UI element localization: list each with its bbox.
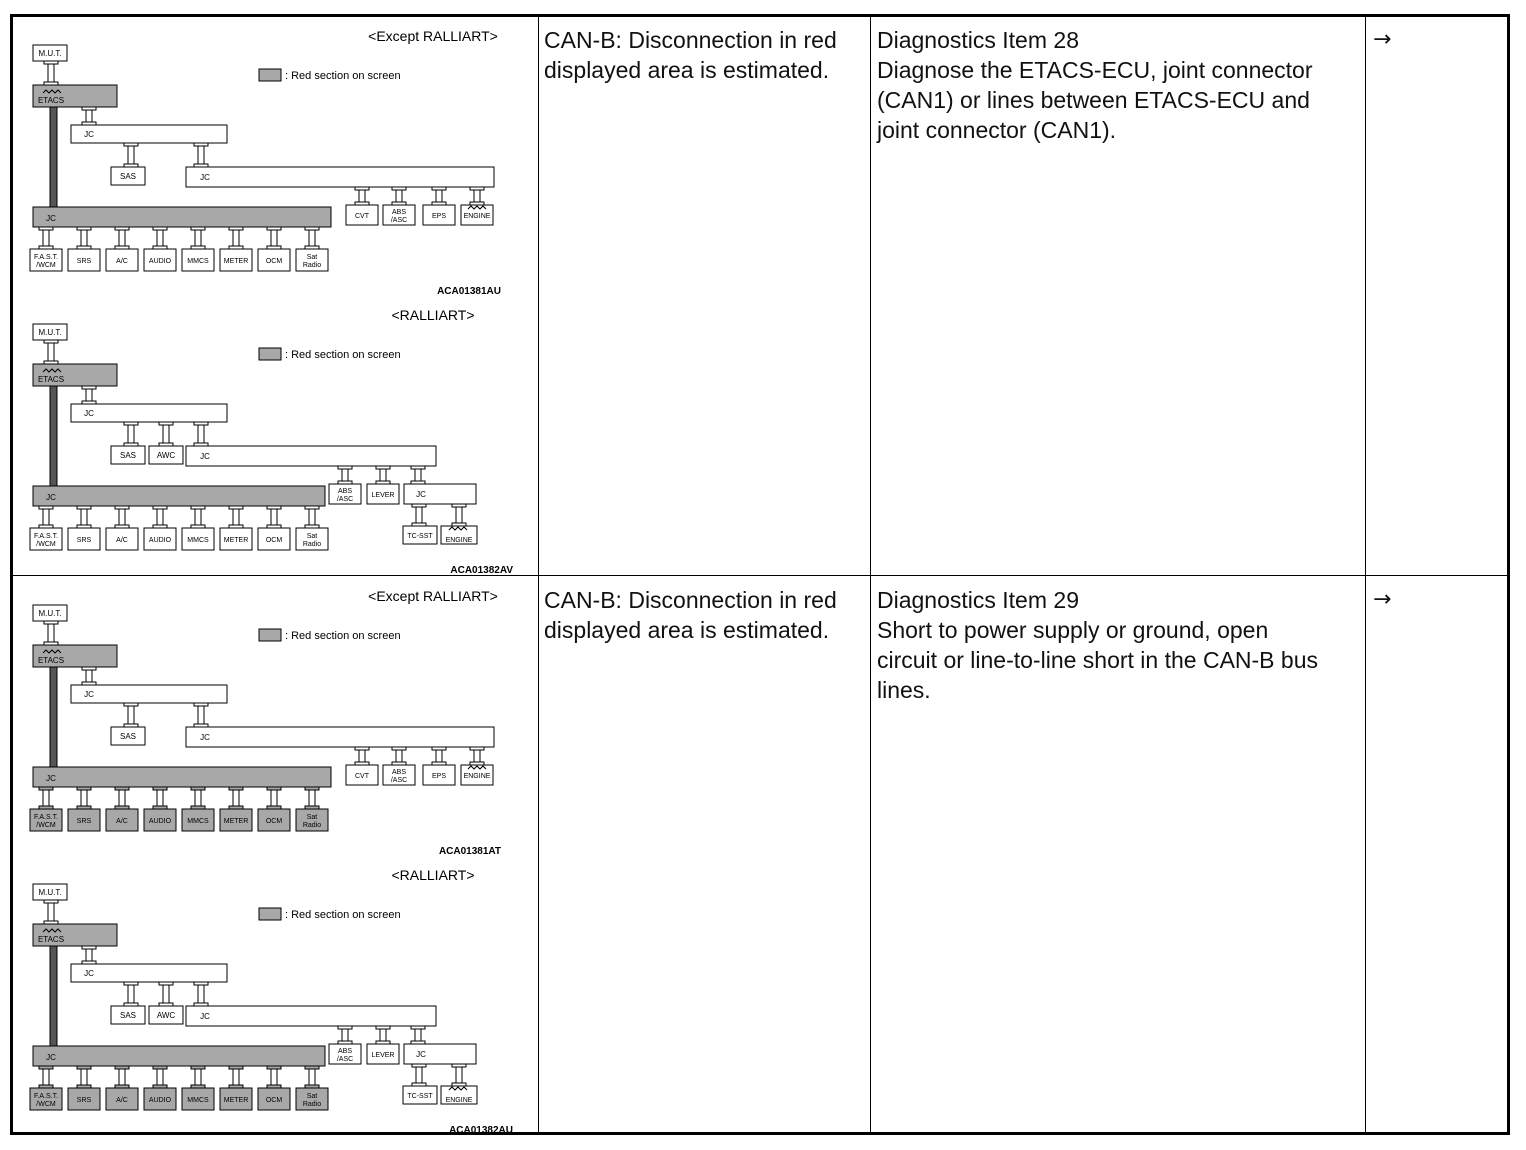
bottom-ecu-box-label: OCM [265,1097,283,1104]
connector-stub [470,187,484,190]
connector-stub [191,1066,205,1069]
bottom-ecu-box-label: Radio [302,262,322,269]
sas-box-label: SAS [119,451,137,460]
jc-box [186,167,494,187]
bottom-ecu-box-label: F.A.S.T. [33,1093,59,1100]
ecu-box-label: ABS [391,209,407,216]
connector-stub [376,1026,390,1029]
symptom-cell-row-2 [544,585,837,645]
bottom-ecu-box-label: SRS [76,1097,92,1104]
etacs-label: ETACS [37,375,65,384]
sas-box-label: SAS [119,1011,137,1020]
connector-stub [153,1066,167,1069]
ecu-box-label: CVT [355,773,369,780]
legend-swatch [259,69,281,81]
ecu-box-label: ENGINE [463,773,491,780]
variant-label: <RALLIART> [391,867,475,883]
bottom-ecu-box-label: Sat [306,533,318,540]
connector-stub [44,621,58,624]
bottom-ecu-box-label: Sat [306,254,318,261]
right-arrow-icon[interactable]: → [1373,587,1392,612]
bottom-ecu-box-label: /WCM [36,1101,56,1108]
connector-stub [267,787,281,790]
bottom-ecu-box-label: SRS [76,258,92,265]
jc-box-label: JC [46,493,56,502]
jc-box [186,727,494,747]
connector-stub [44,340,58,343]
connector-stub [39,506,53,509]
figure-code: ACA01382AV [450,565,513,576]
connector-stub [77,1066,91,1069]
connector-stub [115,227,129,230]
connector-stub [432,747,446,750]
jc-box [33,207,331,227]
connector-stub [355,747,369,750]
connector-stub [44,61,58,64]
bottom-ecu-box-label: /WCM [36,262,56,269]
jc-box [33,1046,325,1066]
mut-box-label: M.U.T. [38,609,62,618]
bottom-ecu-box-label: MMCS [187,258,209,265]
jc-box-label: JC [200,173,210,182]
connector-stub [82,667,96,670]
bottom-ecu-box-label: A/C [116,258,128,265]
connector-stub [229,1066,243,1069]
variant-label: <Except RALLIART> [368,28,498,44]
connector-stub [153,506,167,509]
connector-stub [411,466,425,469]
diagnostics-text: Diagnose the ETACS-ECU, joint connector [877,57,1313,83]
right-arrow-icon[interactable]: → [1373,27,1392,52]
connector-stub [39,227,53,230]
connector-stub [338,466,352,469]
connector-stub [153,787,167,790]
connector-stub [267,1066,281,1069]
bottom-ecu-box-label: METER [223,1097,249,1104]
bottom-ecu-box-label: /WCM [36,822,56,829]
ecu-box-label: CVT [355,213,369,220]
legend-swatch [259,348,281,360]
bottom-ecu-box-label: Sat [306,814,318,821]
can-network-diagram [21,302,521,582]
connector-stub [159,982,173,985]
abs-box-label: ABS [337,488,353,495]
bottom-ecu-box-label: METER [223,258,249,265]
connector-stub [267,227,281,230]
connector-stub [452,1064,466,1067]
diagnosis-cell-row-1 [877,25,1313,145]
jc-box-label: JC [46,774,56,783]
figure-code: ACA01381AU [437,286,501,297]
connector-stub [376,466,390,469]
figure-code: ACA01381AT [438,846,501,857]
lever-box-label: LEVER [371,1052,395,1059]
connector-stub [338,1026,352,1029]
connector-stub [191,227,205,230]
connector-stub [159,422,173,425]
jc-box-label: JC [416,1050,426,1059]
abs-box-label: /ASC [336,1056,354,1063]
connector-stub [115,1066,129,1069]
diagnostics-item-title: Diagnostics Item 29 [877,587,1079,613]
diagnostics-text: Short to power supply or ground, open [877,617,1269,643]
connector-stub [77,787,91,790]
connector-stub [124,703,138,706]
bottom-ecu-box-label: Radio [302,541,322,548]
bottom-ecu-box-label: AUDIO [148,1097,172,1104]
figure-code: ACA01382AU [449,1125,513,1136]
connector-stub [229,506,243,509]
jc-box-label: JC [200,452,210,461]
symptom-cell-row-1 [544,25,837,85]
awc-box-label: AWC [156,1011,176,1020]
connector-stub [305,506,319,509]
bottom-ecu-box-label: Radio [302,822,322,829]
connector-stub [194,703,208,706]
bottom-ecu-box-label: METER [223,818,249,825]
mut-box-label: M.U.T. [38,888,62,897]
connector-stub [267,506,281,509]
bottom-ecu-box-label: OCM [265,818,283,825]
bottom-ecu-box-label: SRS [76,818,92,825]
connector-stub [82,386,96,389]
connector-stub [305,1066,319,1069]
diagnostics-text: (CAN1) or lines between ETACS-ECU and [877,87,1310,113]
connector-stub [452,504,466,507]
connector-stub [124,143,138,146]
connector-stub [82,946,96,949]
bottom-ecu-box-label: /WCM [36,541,56,548]
mut-box-label: M.U.T. [38,49,62,58]
ecu-box-label: ENGINE [463,213,491,220]
jc-box-label: JC [200,733,210,742]
legend-text: : Red section on screen [285,630,401,642]
bottom-ecu-box-label: MMCS [187,818,209,825]
diagnostics-text: joint connector (CAN1). [877,117,1117,143]
connector-stub [153,227,167,230]
jc-box [186,1006,436,1026]
jc-box [33,767,331,787]
jc-box-label: JC [46,1053,56,1062]
connector-stub [229,227,243,230]
awc-box-label: AWC [156,451,176,460]
connector-stub [77,506,91,509]
diagnosis-cell-row-2 [877,585,1318,705]
jc-box-label: JC [416,490,426,499]
connector-stub [412,1064,426,1067]
can-network-diagram [21,583,521,863]
connector-stub [194,422,208,425]
jc-box [71,125,227,143]
etacs-label: ETACS [37,656,65,665]
jc-box-label: JC [84,409,94,418]
variant-label: <RALLIART> [391,307,475,323]
connector-stub [412,504,426,507]
symptom-text: CAN-B: Disconnection in red [544,27,837,53]
ecu-box-label: EPS [431,213,447,220]
connector-stub [229,787,243,790]
connector-stub [191,506,205,509]
jc-box [186,446,436,466]
connector-stub [82,107,96,110]
abs-box-label: ABS [337,1048,353,1055]
bottom-ecu-box-label: Sat [306,1093,318,1100]
connector-stub [411,1026,425,1029]
bottom-ecu-box-label: AUDIO [148,818,172,825]
jc-box-label: JC [46,214,56,223]
bottom-ecu-box-label: OCM [265,258,283,265]
diagnostics-item-title: Diagnostics Item 28 [877,27,1079,53]
connector-stub [392,747,406,750]
legend-swatch [259,908,281,920]
bottom-ecu-box-label: A/C [116,1097,128,1104]
connector-stub [355,187,369,190]
sas-box-label: SAS [119,732,137,741]
connector-stub [115,506,129,509]
connector-stub [77,227,91,230]
etacs-label: ETACS [37,96,65,105]
symptom-text: CAN-B: Disconnection in red [544,587,837,613]
bottom-ecu-box-label: OCM [265,537,283,544]
engine-box-label: ENGINE [445,537,473,544]
symptom-text: displayed area is estimated. [544,57,830,83]
tcsst-box-label: TC-SST [407,533,433,540]
diagnostics-table [10,14,1510,1135]
engine-box-label: ENGINE [445,1097,473,1104]
sas-box-label: SAS [119,172,137,181]
jc-box-label: JC [84,130,94,139]
can-network-diagram [21,23,521,303]
jc-box [33,486,325,506]
connector-stub [39,1066,53,1069]
diagnostics-text: circuit or line-to-line short in the CAN-B bus [877,647,1318,673]
tcsst-box-label: TC-SST [407,1093,433,1100]
ecu-box-label: /ASC [390,217,408,224]
jc-box-label: JC [84,969,94,978]
bottom-ecu-box-label: F.A.S.T. [33,814,59,821]
ecu-box-label: EPS [431,773,447,780]
jc-box [404,484,476,504]
connector-stub [124,982,138,985]
connector-stub [194,143,208,146]
diagnostics-text: lines. [877,677,931,703]
jc-box-label: JC [84,690,94,699]
mut-box-label: M.U.T. [38,328,62,337]
jc-box [404,1044,476,1064]
can-network-diagram [21,862,521,1142]
connector-stub [305,227,319,230]
lever-box-label: LEVER [371,492,395,499]
abs-box-label: /ASC [336,496,354,503]
connector-stub [305,787,319,790]
connector-stub [115,787,129,790]
bottom-ecu-box-label: A/C [116,818,128,825]
connector-stub [194,982,208,985]
legend-text: : Red section on screen [285,70,401,82]
bottom-ecu-box-label: F.A.S.T. [33,254,59,261]
connector-stub [124,422,138,425]
connector-stub [432,187,446,190]
connector-stub [39,787,53,790]
ecu-box-label: ABS [391,769,407,776]
legend-swatch [259,629,281,641]
bottom-ecu-box-label: MMCS [187,537,209,544]
bottom-ecu-box-label: Radio [302,1101,322,1108]
connector-stub [470,747,484,750]
connector-stub [191,787,205,790]
bottom-ecu-box-label: AUDIO [148,258,172,265]
bottom-ecu-box-label: F.A.S.T. [33,533,59,540]
jc-box [71,964,227,982]
bottom-ecu-box-label: AUDIO [148,537,172,544]
bottom-ecu-box-label: MMCS [187,1097,209,1104]
jc-box [71,685,227,703]
connector-stub [392,187,406,190]
legend-text: : Red section on screen [285,909,401,921]
ecu-box-label: /ASC [390,777,408,784]
variant-label: <Except RALLIART> [368,588,498,604]
jc-box [71,404,227,422]
connector-stub [44,900,58,903]
jc-box-label: JC [200,1012,210,1021]
symptom-text: displayed area is estimated. [544,617,830,643]
legend-text: : Red section on screen [285,349,401,361]
bottom-ecu-box-label: A/C [116,537,128,544]
bottom-ecu-box-label: METER [223,537,249,544]
bottom-ecu-box-label: SRS [76,537,92,544]
etacs-label: ETACS [37,935,65,944]
